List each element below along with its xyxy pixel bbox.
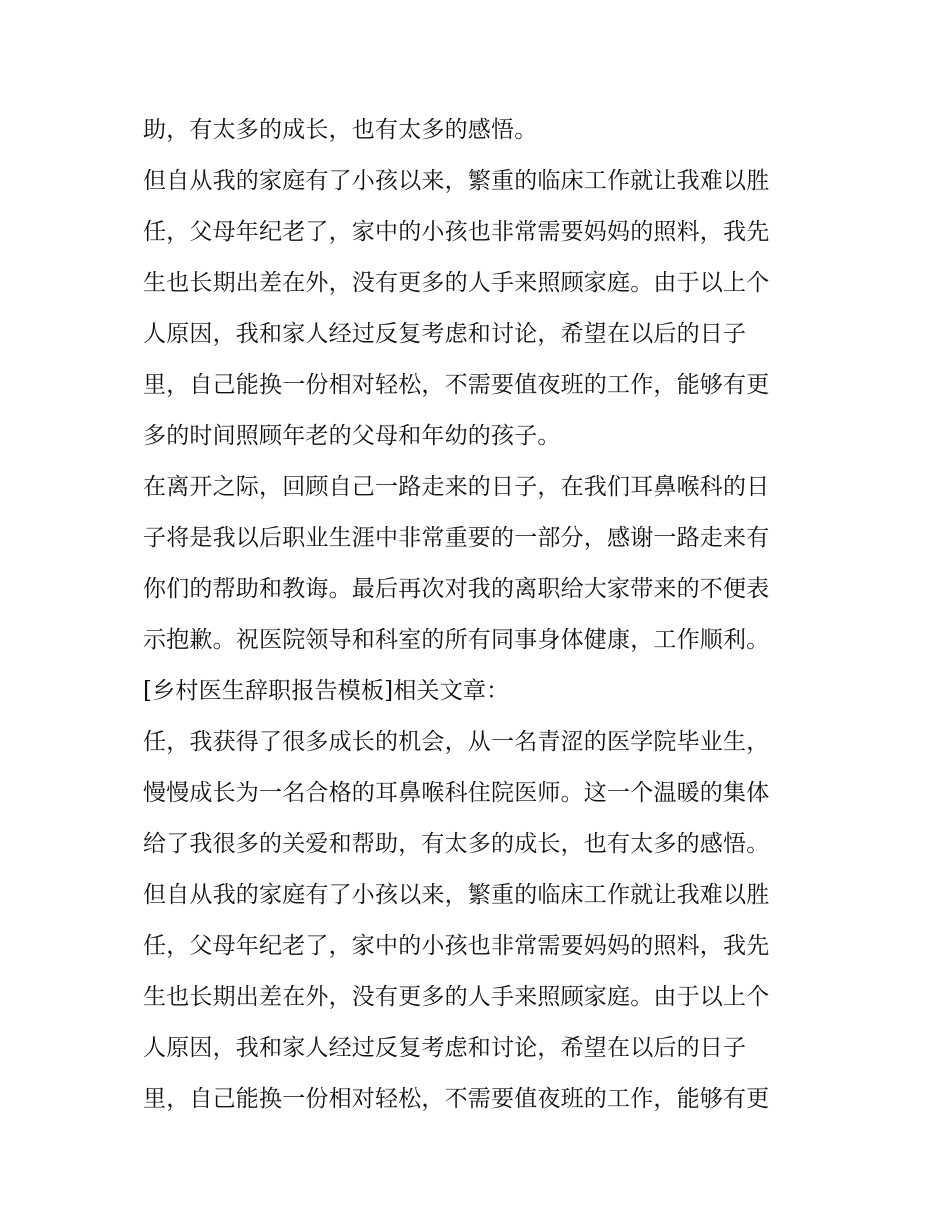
document-body <box>143 108 823 1128</box>
text-line: 任，父母年纪老了，家中的小孩也非常需要妈妈的照料，我先 <box>143 933 770 959</box>
text-line: 里，自己能换一份相对轻松，不需要值夜班的工作，能够有更 <box>143 1086 770 1112</box>
text-line: 里，自己能换一份相对轻松，不需要值夜班的工作，能够有更 <box>143 372 770 398</box>
text-line: 生也长期出差在外，没有更多的人手来照顾家庭。由于以上个 <box>143 270 770 296</box>
text-line: 助，有太多的成长，也有太多的感悟。 <box>143 117 538 143</box>
text-line: 你们的帮助和教诲。最后再次对我的离职给大家带来的不便表 <box>143 576 770 602</box>
text-line: 人原因，我和家人经过反复考虑和讨论，希望在以后的日子 <box>143 321 747 347</box>
text-line: 生也长期出差在外，没有更多的人手来照顾家庭。由于以上个 <box>143 984 770 1010</box>
text-line: 但自从我的家庭有了小孩以来，繁重的临床工作就让我难以胜 <box>143 168 770 194</box>
text-line: 多的时间照顾年老的父母和年幼的孩子。 <box>143 423 561 449</box>
text-line: 在离开之际，回顾自己一路走来的日子，在我们耳鼻喉科的日 <box>143 474 770 500</box>
related-articles-heading: [乡村医生辞职报告模板]相关文章： <box>143 678 510 704</box>
text-line: 人原因，我和家人经过反复考虑和讨论，希望在以后的日子 <box>143 1035 747 1061</box>
text-line: 慢慢成长为一名合格的耳鼻喉科住院医师。这一个温暖的集体 <box>143 780 770 806</box>
text-line: 但自从我的家庭有了小孩以来，繁重的临床工作就让我难以胜 <box>143 882 770 908</box>
text-line: 给了我很多的关爱和帮助，有太多的成长，也有太多的感悟。 <box>143 831 770 857</box>
text-line: 子将是我以后职业生涯中非常重要的一部分，感谢一路走来有 <box>143 525 770 551</box>
text-line: 示抱歉。祝医院领导和科室的所有同事身体健康，工作顺利。 <box>143 627 770 653</box>
text-line: 任，父母年纪老了，家中的小孩也非常需要妈妈的照料，我先 <box>143 219 770 245</box>
text-line: 任，我获得了很多成长的机会，从一名青涩的医学院毕业生， <box>143 729 770 755</box>
